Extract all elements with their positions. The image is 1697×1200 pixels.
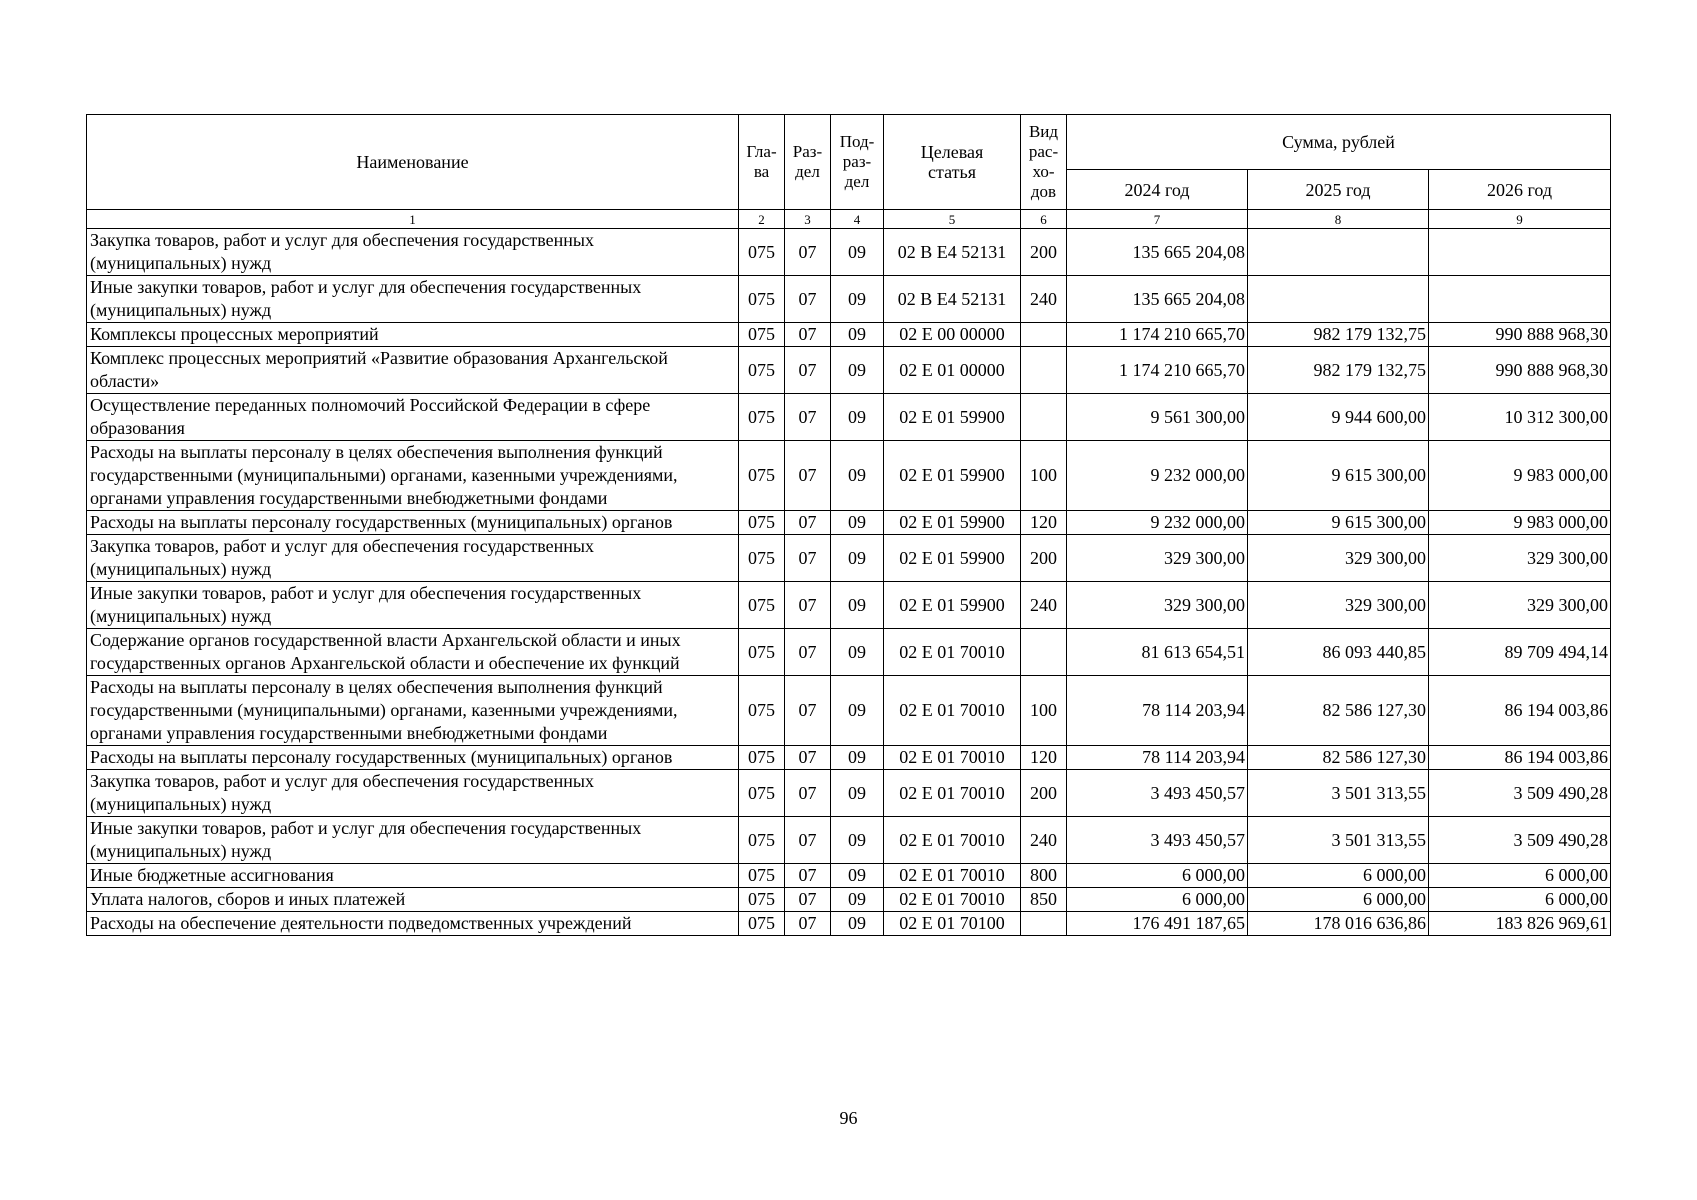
row-expense-type-cell: [1021, 394, 1067, 441]
row-name-cell: Уплата налогов, сборов и иных платежей: [87, 888, 739, 912]
row-expense-type-cell: 120: [1021, 746, 1067, 770]
column-number: 5: [884, 210, 1021, 229]
row-subsection-cell: 09: [831, 912, 884, 936]
row-amount-2025-cell: 9 615 300,00: [1248, 511, 1429, 535]
row-subsection-cell: 09: [831, 582, 884, 629]
row-amount-2026-cell: 10 312 300,00: [1429, 394, 1611, 441]
header-year-2024: 2024 год: [1067, 170, 1248, 210]
row-target-article-cell: 02 Е 01 59900: [884, 511, 1021, 535]
row-target-article-cell: 02 Е 01 70010: [884, 888, 1021, 912]
row-amount-2025-cell: 9 944 600,00: [1248, 394, 1429, 441]
row-section-cell: 07: [785, 746, 831, 770]
row-expense-type-cell: 240: [1021, 817, 1067, 864]
row-target-article-cell: 02 Е 01 00000: [884, 347, 1021, 394]
row-amount-2025-cell: 6 000,00: [1248, 888, 1429, 912]
row-section-cell: 07: [785, 676, 831, 746]
row-amount-2026-cell: 183 826 969,61: [1429, 912, 1611, 936]
row-name-cell: Расходы на обеспечение деятельности подведомственных учреждений: [87, 912, 739, 936]
row-amount-2024-cell: 6 000,00: [1067, 888, 1248, 912]
row-amount-2024-cell: 1 174 210 665,70: [1067, 347, 1248, 394]
row-amount-2024-cell: 78 114 203,94: [1067, 746, 1248, 770]
row-expense-type-cell: [1021, 629, 1067, 676]
row-amount-2026-cell: 3 509 490,28: [1429, 817, 1611, 864]
row-expense-type-cell: [1021, 323, 1067, 347]
row-amount-2025-cell: 82 586 127,30: [1248, 676, 1429, 746]
row-amount-2025-cell: 82 586 127,30: [1248, 746, 1429, 770]
row-amount-2026-cell: 9 983 000,00: [1429, 441, 1611, 511]
row-name-cell: Комплекс процессных мероприятий «Развитие образования Архангельской области»: [87, 347, 739, 394]
column-number: 9: [1429, 210, 1611, 229]
row-name-cell: Расходы на выплаты персоналу в целях обеспечения выполнения функций государственными (муниципальными) органами, казенными учреждениями, органами управления государственными внебюджетными фондами: [87, 441, 739, 511]
row-amount-2024-cell: 81 613 654,51: [1067, 629, 1248, 676]
row-name-cell: Иные закупки товаров, работ и услуг для обеспечения государственных (муниципальных) нужд: [87, 817, 739, 864]
row-amount-2026-cell: 329 300,00: [1429, 535, 1611, 582]
table-row: [87, 582, 1611, 629]
row-amount-2026-cell: 329 300,00: [1429, 582, 1611, 629]
header-name: Наименование: [87, 115, 739, 210]
row-amount-2025-cell: 9 615 300,00: [1248, 441, 1429, 511]
row-expense-type-cell: 100: [1021, 441, 1067, 511]
header-section: Раз- дел: [785, 115, 831, 210]
row-amount-2024-cell: 9 232 000,00: [1067, 441, 1248, 511]
row-amount-2024-cell: 3 493 450,57: [1067, 770, 1248, 817]
row-subsection-cell: 09: [831, 394, 884, 441]
row-subsection-cell: 09: [831, 676, 884, 746]
table-row: [87, 676, 1611, 746]
row-chapter-cell: 075: [739, 347, 785, 394]
table-row: [87, 817, 1611, 864]
row-subsection-cell: 09: [831, 746, 884, 770]
row-amount-2025-cell: 3 501 313,55: [1248, 770, 1429, 817]
row-expense-type-cell: [1021, 347, 1067, 394]
row-expense-type-cell: 100: [1021, 676, 1067, 746]
row-amount-2026-cell: 3 509 490,28: [1429, 770, 1611, 817]
row-amount-2024-cell: 9 232 000,00: [1067, 511, 1248, 535]
row-amount-2025-cell: [1248, 276, 1429, 323]
row-amount-2025-cell: 178 016 636,86: [1248, 912, 1429, 936]
row-name-cell: Осуществление переданных полномочий Российской Федерации в сфере образования: [87, 394, 739, 441]
row-name-cell: Иные бюджетные ассигнования: [87, 864, 739, 888]
row-expense-type-cell: 240: [1021, 582, 1067, 629]
header-target-article: Целевая статья: [884, 115, 1021, 210]
row-chapter-cell: 075: [739, 676, 785, 746]
row-amount-2025-cell: 982 179 132,75: [1248, 347, 1429, 394]
row-chapter-cell: 075: [739, 864, 785, 888]
row-amount-2024-cell: 78 114 203,94: [1067, 676, 1248, 746]
row-amount-2024-cell: 1 174 210 665,70: [1067, 323, 1248, 347]
row-section-cell: 07: [785, 629, 831, 676]
table-row: [87, 629, 1611, 676]
row-chapter-cell: 075: [739, 912, 785, 936]
table-row: [87, 770, 1611, 817]
row-expense-type-cell: 800: [1021, 864, 1067, 888]
header-expense-type: Вид рас- хо- дов: [1021, 115, 1067, 210]
budget-table-container: [86, 114, 1610, 936]
row-amount-2026-cell: 86 194 003,86: [1429, 746, 1611, 770]
header-year-2025: 2025 год: [1248, 170, 1429, 210]
row-amount-2024-cell: 9 561 300,00: [1067, 394, 1248, 441]
row-subsection-cell: 09: [831, 229, 884, 276]
row-amount-2025-cell: 329 300,00: [1248, 535, 1429, 582]
row-section-cell: 07: [785, 582, 831, 629]
table-row: [87, 229, 1611, 276]
row-name-cell: Расходы на выплаты персоналу государственных (муниципальных) органов: [87, 511, 739, 535]
row-target-article-cell: 02 Е 01 70010: [884, 629, 1021, 676]
header-sum-group: Сумма, рублей: [1067, 115, 1611, 170]
row-amount-2024-cell: 3 493 450,57: [1067, 817, 1248, 864]
row-section-cell: 07: [785, 347, 831, 394]
table-row: [87, 888, 1611, 912]
table-row: [87, 864, 1611, 888]
table-row: [87, 323, 1611, 347]
row-chapter-cell: 075: [739, 888, 785, 912]
column-number: 3: [785, 210, 831, 229]
row-expense-type-cell: 200: [1021, 770, 1067, 817]
row-subsection-cell: 09: [831, 888, 884, 912]
table-row: [87, 347, 1611, 394]
row-amount-2026-cell: 86 194 003,86: [1429, 676, 1611, 746]
row-chapter-cell: 075: [739, 276, 785, 323]
row-name-cell: Расходы на выплаты персоналу государственных (муниципальных) органов: [87, 746, 739, 770]
row-chapter-cell: 075: [739, 817, 785, 864]
row-expense-type-cell: 200: [1021, 535, 1067, 582]
row-amount-2026-cell: 9 983 000,00: [1429, 511, 1611, 535]
row-target-article-cell: 02 Е 01 70010: [884, 676, 1021, 746]
row-section-cell: 07: [785, 441, 831, 511]
row-amount-2026-cell: 6 000,00: [1429, 888, 1611, 912]
row-target-article-cell: 02 В Е4 52131: [884, 229, 1021, 276]
row-target-article-cell: 02 Е 01 59900: [884, 441, 1021, 511]
table-row: [87, 276, 1611, 323]
row-amount-2026-cell: 990 888 968,30: [1429, 347, 1611, 394]
row-subsection-cell: 09: [831, 535, 884, 582]
row-section-cell: 07: [785, 817, 831, 864]
table-row: [87, 511, 1611, 535]
row-amount-2026-cell: [1429, 276, 1611, 323]
row-section-cell: 07: [785, 276, 831, 323]
header-subsection: Под- раз- дел: [831, 115, 884, 210]
row-amount-2025-cell: 3 501 313,55: [1248, 817, 1429, 864]
row-amount-2026-cell: 990 888 968,30: [1429, 323, 1611, 347]
row-amount-2026-cell: 6 000,00: [1429, 864, 1611, 888]
row-amount-2024-cell: 135 665 204,08: [1067, 229, 1248, 276]
row-expense-type-cell: 850: [1021, 888, 1067, 912]
row-chapter-cell: 075: [739, 511, 785, 535]
row-amount-2025-cell: 86 093 440,85: [1248, 629, 1429, 676]
row-section-cell: 07: [785, 229, 831, 276]
row-amount-2026-cell: [1429, 229, 1611, 276]
row-chapter-cell: 075: [739, 535, 785, 582]
row-amount-2024-cell: 329 300,00: [1067, 582, 1248, 629]
row-name-cell: Содержание органов государственной власти Архангельской области и иных государственных органов Архангельской области и обеспечение их функций: [87, 629, 739, 676]
row-amount-2025-cell: 329 300,00: [1248, 582, 1429, 629]
column-number: 6: [1021, 210, 1067, 229]
row-subsection-cell: 09: [831, 864, 884, 888]
row-chapter-cell: 075: [739, 582, 785, 629]
row-subsection-cell: 09: [831, 323, 884, 347]
row-expense-type-cell: 200: [1021, 229, 1067, 276]
header-chapter: Гла- ва: [739, 115, 785, 210]
budget-table: [86, 114, 1611, 936]
row-target-article-cell: 02 Е 01 70010: [884, 746, 1021, 770]
row-section-cell: 07: [785, 394, 831, 441]
column-numbers-row: [87, 210, 1611, 229]
row-chapter-cell: 075: [739, 629, 785, 676]
row-amount-2026-cell: 89 709 494,14: [1429, 629, 1611, 676]
page-number: 96: [839, 1108, 858, 1128]
row-chapter-cell: 075: [739, 323, 785, 347]
row-chapter-cell: 075: [739, 441, 785, 511]
table-row: [87, 535, 1611, 582]
row-section-cell: 07: [785, 323, 831, 347]
row-target-article-cell: 02 Е 01 70010: [884, 770, 1021, 817]
row-amount-2024-cell: 329 300,00: [1067, 535, 1248, 582]
column-number: 1: [87, 210, 739, 229]
row-name-cell: Закупка товаров, работ и услуг для обеспечения государственных (муниципальных) нужд: [87, 770, 739, 817]
table-row: [87, 394, 1611, 441]
row-subsection-cell: 09: [831, 347, 884, 394]
row-name-cell: Расходы на выплаты персоналу в целях обеспечения выполнения функций государственными (муниципальными) органами, казенными учреждениями, органами управления государственными внебюджетными фондами: [87, 676, 739, 746]
table-row: [87, 441, 1611, 511]
row-amount-2025-cell: [1248, 229, 1429, 276]
row-subsection-cell: 09: [831, 511, 884, 535]
row-subsection-cell: 09: [831, 629, 884, 676]
row-section-cell: 07: [785, 770, 831, 817]
row-name-cell: Иные закупки товаров, работ и услуг для обеспечения государственных (муниципальных) нужд: [87, 582, 739, 629]
row-section-cell: 07: [785, 535, 831, 582]
row-subsection-cell: 09: [831, 276, 884, 323]
column-number: 4: [831, 210, 884, 229]
row-chapter-cell: 075: [739, 229, 785, 276]
row-expense-type-cell: [1021, 912, 1067, 936]
table-body: [87, 229, 1611, 936]
row-expense-type-cell: 120: [1021, 511, 1067, 535]
header-year-2026: 2026 год: [1429, 170, 1611, 210]
row-target-article-cell: 02 Е 00 00000: [884, 323, 1021, 347]
row-target-article-cell: 02 Е 01 70010: [884, 864, 1021, 888]
table-row: [87, 746, 1611, 770]
column-number: 8: [1248, 210, 1429, 229]
row-name-cell: Закупка товаров, работ и услуг для обеспечения государственных (муниципальных) нужд: [87, 535, 739, 582]
row-name-cell: Комплексы процессных мероприятий: [87, 323, 739, 347]
row-chapter-cell: 075: [739, 746, 785, 770]
row-target-article-cell: 02 Е 01 59900: [884, 394, 1021, 441]
row-amount-2024-cell: 135 665 204,08: [1067, 276, 1248, 323]
row-section-cell: 07: [785, 864, 831, 888]
row-target-article-cell: 02 Е 01 59900: [884, 582, 1021, 629]
row-amount-2025-cell: 6 000,00: [1248, 864, 1429, 888]
column-number: 2: [739, 210, 785, 229]
column-number: 7: [1067, 210, 1248, 229]
row-subsection-cell: 09: [831, 441, 884, 511]
row-expense-type-cell: 240: [1021, 276, 1067, 323]
row-amount-2024-cell: 6 000,00: [1067, 864, 1248, 888]
table-row: [87, 912, 1611, 936]
row-chapter-cell: 075: [739, 394, 785, 441]
row-amount-2025-cell: 982 179 132,75: [1248, 323, 1429, 347]
row-section-cell: 07: [785, 888, 831, 912]
row-target-article-cell: 02 Е 01 59900: [884, 535, 1021, 582]
row-target-article-cell: 02 В Е4 52131: [884, 276, 1021, 323]
row-subsection-cell: 09: [831, 817, 884, 864]
row-amount-2024-cell: 176 491 187,65: [1067, 912, 1248, 936]
row-name-cell: Закупка товаров, работ и услуг для обеспечения государственных (муниципальных) нужд: [87, 229, 739, 276]
row-section-cell: 07: [785, 912, 831, 936]
row-name-cell: Иные закупки товаров, работ и услуг для обеспечения государственных (муниципальных) нужд: [87, 276, 739, 323]
row-subsection-cell: 09: [831, 770, 884, 817]
row-chapter-cell: 075: [739, 770, 785, 817]
row-section-cell: 07: [785, 511, 831, 535]
table-header: [87, 115, 1611, 229]
row-target-article-cell: 02 Е 01 70010: [884, 817, 1021, 864]
row-target-article-cell: 02 Е 01 70100: [884, 912, 1021, 936]
